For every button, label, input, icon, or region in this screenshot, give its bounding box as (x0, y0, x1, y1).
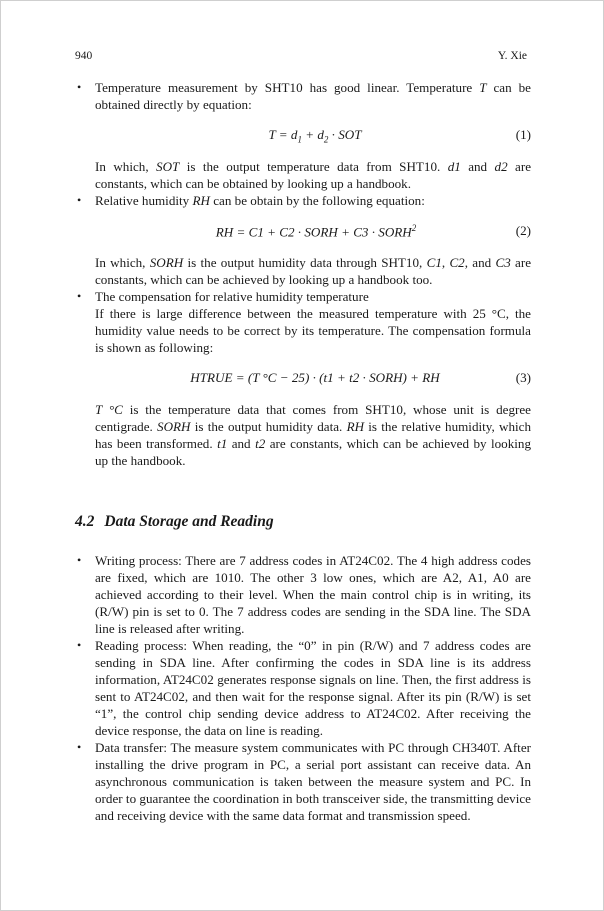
running-author: Y. Xie (497, 50, 527, 62)
bullet-body: If there is large difference between the measured temperature with 25 °C, the humidity value needs to be correct by its temperature. The compensation formula is shown as following: (95, 306, 531, 355)
var: RH (346, 419, 365, 434)
bullet-data-transfer (75, 739, 531, 824)
var: t2 (255, 436, 266, 451)
bullet-icon: • (77, 80, 82, 94)
text: Temperature measurement by SHT10 has good linear. Temperature (95, 80, 480, 95)
var: d2 (494, 159, 508, 174)
equation-2 (75, 223, 531, 240)
equation-3-number: (3) (515, 370, 531, 385)
paragraph-compensation (75, 401, 531, 469)
bullet-temperature (75, 79, 531, 113)
var: t1 (217, 436, 228, 451)
text: , and (464, 255, 496, 270)
paragraph-sot (75, 158, 531, 192)
text: and (460, 159, 495, 174)
var: d1 (447, 159, 461, 174)
bullet-icon: • (77, 740, 82, 754)
bullet-icon: • (77, 289, 82, 303)
bullet-icon: • (77, 193, 82, 207)
equation-1-number: (1) (515, 127, 531, 142)
var: C2 (449, 255, 465, 270)
equation-2-number: (2) (515, 223, 531, 238)
var: SORH (157, 419, 191, 434)
text: Relative humidity (95, 193, 193, 208)
text: , (441, 255, 450, 270)
text: and (227, 436, 256, 451)
bullet-humidity (75, 192, 531, 209)
page-number: 940 (75, 50, 93, 62)
bullet-icon: • (77, 553, 82, 567)
bullet-writing-process (75, 552, 531, 637)
text: is the output temperature data from SHT10. (179, 159, 448, 174)
var: C1 (426, 255, 442, 270)
var: T (479, 80, 487, 95)
text: can be obtained directly by equation: (95, 80, 531, 112)
var: SORH (149, 255, 184, 270)
var: C3 (495, 255, 511, 270)
var: T °C (95, 402, 123, 417)
paragraph-sorh (75, 254, 531, 288)
bullet-compensation (75, 288, 531, 356)
page-body (75, 79, 531, 824)
text: can be obtain by the following equation: (209, 193, 425, 208)
text: In which, (95, 255, 150, 270)
text: Data transfer: The measure system communicates with PC through CH340T. After installing the drive program in PC, a serial port assistant can receive data. An asynchronous communication is taken between the measure system and PC. In order to guarantee the coordination in both transceiver side, the transmitting device and receiving device with the same data format and transmission speed. (95, 740, 531, 823)
text: Reading process: When reading, the “0” in pin (R/W) and 7 address codes are sending in SDA line. After confirming the codes in SDA line is its address information, AT24C02 generates response signals on line. Then, the first address is sent to AT24C02, and then wait for the response signal. After its pin (R/W) is set “1”, the control chip sending device address to AT24C02. After receiving the device response, the data on line is reading. (95, 638, 531, 738)
text: In which, (95, 159, 157, 174)
text: is the temperature data that comes from SHT10, whose unit is degree centigrade. (95, 402, 531, 434)
text: are constants, which can be obtained by looking up a handbook. (95, 159, 532, 191)
bullet-reading-process (75, 637, 531, 739)
bullet-title: The compensation for relative humidity temperature (95, 289, 369, 304)
section-title: Data Storage and Reading (104, 513, 274, 530)
bullet-icon: • (77, 638, 82, 652)
text: are constants, which can be achieved by looking up a handbook too. (95, 255, 532, 287)
var: RH (192, 193, 210, 208)
text: are constants, which can be achieved by looking up the handbook. (95, 436, 531, 468)
text: is the relative humidity, which has been transformed. (95, 419, 531, 451)
equation-3 (75, 370, 531, 387)
var: SOT (156, 159, 180, 174)
section-heading (75, 513, 531, 531)
equation-2-body: RH = C1 + C2 · SORH + $C3 \cdot SORH^2$ (215, 223, 417, 240)
equation-3-body: HTRUE = (T °C − 25) · (t1 + t2 · SORH) + RH (190, 370, 440, 385)
text: Writing process: There are 7 address codes in AT24C02. The 4 high address codes are fixed, which are 1010. The other 3 low ones, which are A2, A1, A0 are achieved according to their level. When the main control chip is in writing, its (R/W) pin is set to 0. The 7 address codes are sending in the SDA line. The SDA line is released after writing. (95, 553, 531, 636)
section-number: 4.2 (75, 513, 95, 530)
equation-1-body: $T = d_1 + d_2$ · SOT (268, 127, 362, 145)
text: is the output humidity data through SHT10, (183, 255, 427, 270)
equation-1 (75, 127, 531, 144)
text: is the output humidity data. (190, 419, 347, 434)
